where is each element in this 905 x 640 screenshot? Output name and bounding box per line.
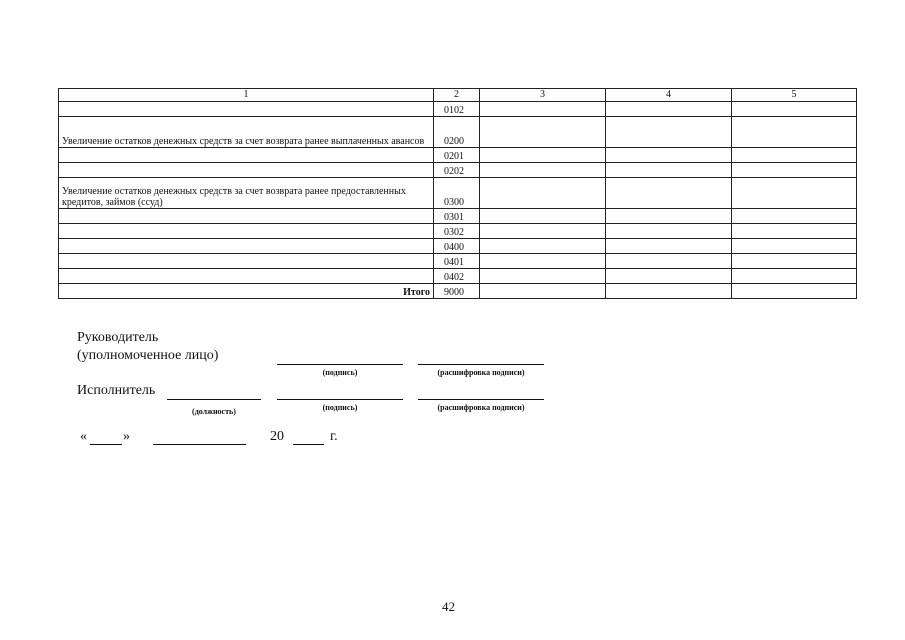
date-year-line bbox=[293, 444, 324, 445]
executor-position-caption: (должность) bbox=[192, 407, 236, 416]
total-value-cell-col-4 bbox=[606, 284, 732, 299]
head-label-note: (уполномоченное лицо) bbox=[77, 348, 219, 363]
total-label: Итого bbox=[59, 284, 434, 299]
row-label bbox=[59, 224, 434, 239]
table-row bbox=[59, 102, 857, 117]
row-label bbox=[59, 102, 434, 117]
row-code: 0302 bbox=[434, 224, 480, 239]
page-number: 42 bbox=[442, 599, 455, 614]
row-code: 0102 bbox=[434, 102, 480, 117]
value-cell-col-3 bbox=[480, 163, 606, 178]
value-cell-col-5 bbox=[732, 117, 857, 148]
report-table bbox=[58, 88, 857, 299]
table-row bbox=[59, 117, 857, 148]
value-cell-col-4 bbox=[606, 269, 732, 284]
value-cell-col-3 bbox=[480, 148, 606, 163]
column-header-5: 5 bbox=[732, 89, 857, 102]
head-signature-caption: (подпись) bbox=[322, 368, 358, 377]
head-label: Руководитель bbox=[77, 330, 159, 345]
value-cell-col-4 bbox=[606, 224, 732, 239]
value-cell-col-3 bbox=[480, 254, 606, 269]
total-code: 9000 bbox=[434, 284, 480, 299]
table-row bbox=[59, 239, 857, 254]
executor-signature-caption: (подпись) bbox=[322, 403, 358, 412]
row-code: 0200 bbox=[434, 117, 480, 148]
row-label bbox=[59, 239, 434, 254]
value-cell-col-4 bbox=[606, 163, 732, 178]
row-label bbox=[59, 209, 434, 224]
value-cell-col-5 bbox=[732, 224, 857, 239]
value-cell-col-5 bbox=[732, 178, 857, 209]
table-row bbox=[59, 148, 857, 163]
row-code: 0202 bbox=[434, 163, 480, 178]
value-cell-col-4 bbox=[606, 102, 732, 117]
executor-label: Исполнитель bbox=[77, 383, 156, 398]
table-row bbox=[59, 163, 857, 178]
value-cell-col-3 bbox=[480, 224, 606, 239]
value-cell-col-5 bbox=[732, 254, 857, 269]
value-cell-col-5 bbox=[732, 163, 857, 178]
value-cell-col-3 bbox=[480, 209, 606, 224]
executor-decoding-line bbox=[418, 399, 544, 400]
row-code: 0400 bbox=[434, 239, 480, 254]
head-decoding-caption: (расшифровка подписи) bbox=[437, 368, 525, 377]
table-row bbox=[59, 269, 857, 284]
value-cell-col-4 bbox=[606, 117, 732, 148]
value-cell-col-4 bbox=[606, 209, 732, 224]
table-row bbox=[59, 254, 857, 269]
date-close-quote: » bbox=[123, 429, 130, 444]
table-row bbox=[59, 209, 857, 224]
value-cell-col-5 bbox=[732, 269, 857, 284]
row-label: Увеличение остатков денежных средств за счет возврата ранее предоставленных кредитов, займов (ссуд) bbox=[59, 178, 434, 209]
date-year-suffix: г. bbox=[330, 429, 338, 444]
executor-position-line bbox=[167, 399, 261, 400]
row-label bbox=[59, 148, 434, 163]
column-header-3: 3 bbox=[480, 89, 606, 102]
column-header-4: 4 bbox=[606, 89, 732, 102]
date-day-line bbox=[90, 444, 122, 445]
total-value-cell-col-5 bbox=[732, 284, 857, 299]
total-row bbox=[59, 284, 857, 299]
value-cell-col-3 bbox=[480, 269, 606, 284]
value-cell-col-3 bbox=[480, 178, 606, 209]
value-cell-col-3 bbox=[480, 117, 606, 148]
date-open-quote: « bbox=[80, 429, 87, 444]
column-header-1: 1 bbox=[59, 89, 434, 102]
row-code: 0301 bbox=[434, 209, 480, 224]
row-code: 0402 bbox=[434, 269, 480, 284]
report-table-body bbox=[59, 89, 857, 299]
head-decoding-line bbox=[418, 364, 544, 365]
row-code: 0401 bbox=[434, 254, 480, 269]
total-value-cell-col-3 bbox=[480, 284, 606, 299]
row-label bbox=[59, 269, 434, 284]
table-row bbox=[59, 178, 857, 209]
table-header-row bbox=[59, 89, 857, 102]
value-cell-col-5 bbox=[732, 239, 857, 254]
row-code: 0300 bbox=[434, 178, 480, 209]
column-header-2: 2 bbox=[434, 89, 480, 102]
date-month-line bbox=[153, 444, 246, 445]
head-signature-line bbox=[277, 364, 403, 365]
executor-decoding-caption: (расшифровка подписи) bbox=[437, 403, 525, 412]
value-cell-col-4 bbox=[606, 178, 732, 209]
table-row bbox=[59, 224, 857, 239]
row-label: Увеличение остатков денежных средств за счет возврата ранее выплаченных авансов bbox=[59, 117, 434, 148]
value-cell-col-4 bbox=[606, 254, 732, 269]
value-cell-col-3 bbox=[480, 102, 606, 117]
value-cell-col-4 bbox=[606, 239, 732, 254]
row-label bbox=[59, 163, 434, 178]
value-cell-col-3 bbox=[480, 239, 606, 254]
row-label bbox=[59, 254, 434, 269]
date-year-prefix: 20 bbox=[270, 429, 284, 444]
executor-signature-line bbox=[277, 399, 403, 400]
value-cell-col-5 bbox=[732, 209, 857, 224]
value-cell-col-4 bbox=[606, 148, 732, 163]
value-cell-col-5 bbox=[732, 148, 857, 163]
value-cell-col-5 bbox=[732, 102, 857, 117]
row-code: 0201 bbox=[434, 148, 480, 163]
